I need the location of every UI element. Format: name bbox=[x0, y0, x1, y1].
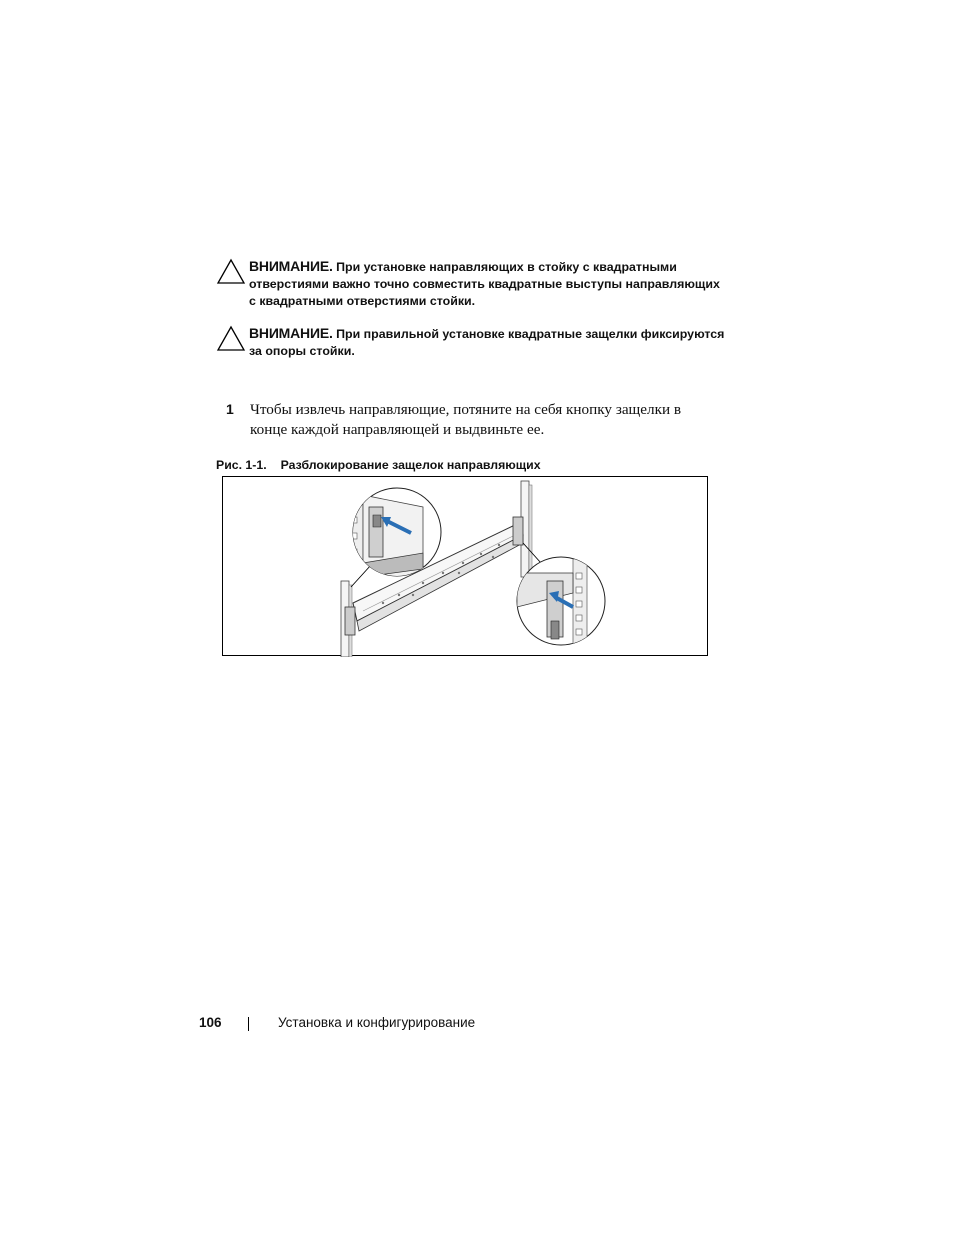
section-title: Установка и конфигурирование bbox=[278, 1015, 476, 1030]
figure-frame bbox=[222, 476, 708, 656]
detail-callout-right bbox=[517, 557, 605, 649]
step-text: Чтобы извлечь направляющие, потяните на себя кнопку защелки в конце каждой направляющей и выдвиньте ее. bbox=[250, 401, 682, 438]
figure-caption bbox=[216, 458, 541, 472]
caution-text: При правильной установке квадратные защелки фиксируются за опоры стойки. bbox=[249, 327, 725, 358]
caution-label: ВНИМАНИЕ. bbox=[249, 325, 333, 341]
caution-note-1 bbox=[216, 258, 726, 310]
caution-triangle-icon bbox=[216, 258, 246, 285]
figure-label: Рис. 1-1. bbox=[216, 458, 267, 472]
caution-triangle-icon bbox=[216, 325, 246, 352]
step-number: 1 bbox=[226, 401, 234, 417]
footer-separator bbox=[248, 1017, 249, 1031]
caution-label: ВНИМАНИЕ. bbox=[249, 258, 333, 274]
page-footer bbox=[199, 1015, 476, 1030]
caution-note-2 bbox=[216, 325, 726, 360]
page-number: 106 bbox=[199, 1015, 222, 1030]
rail-release-illustration bbox=[223, 477, 709, 657]
caution-text: При установке направляющих в стойку с квадратными отверстиями важно точно совместить квадратные выступы направляющих с квадратными отверстиями стойки. bbox=[249, 260, 720, 308]
step-item bbox=[226, 400, 706, 440]
figure-title: Разблокирование защелок направляющих bbox=[280, 458, 541, 472]
